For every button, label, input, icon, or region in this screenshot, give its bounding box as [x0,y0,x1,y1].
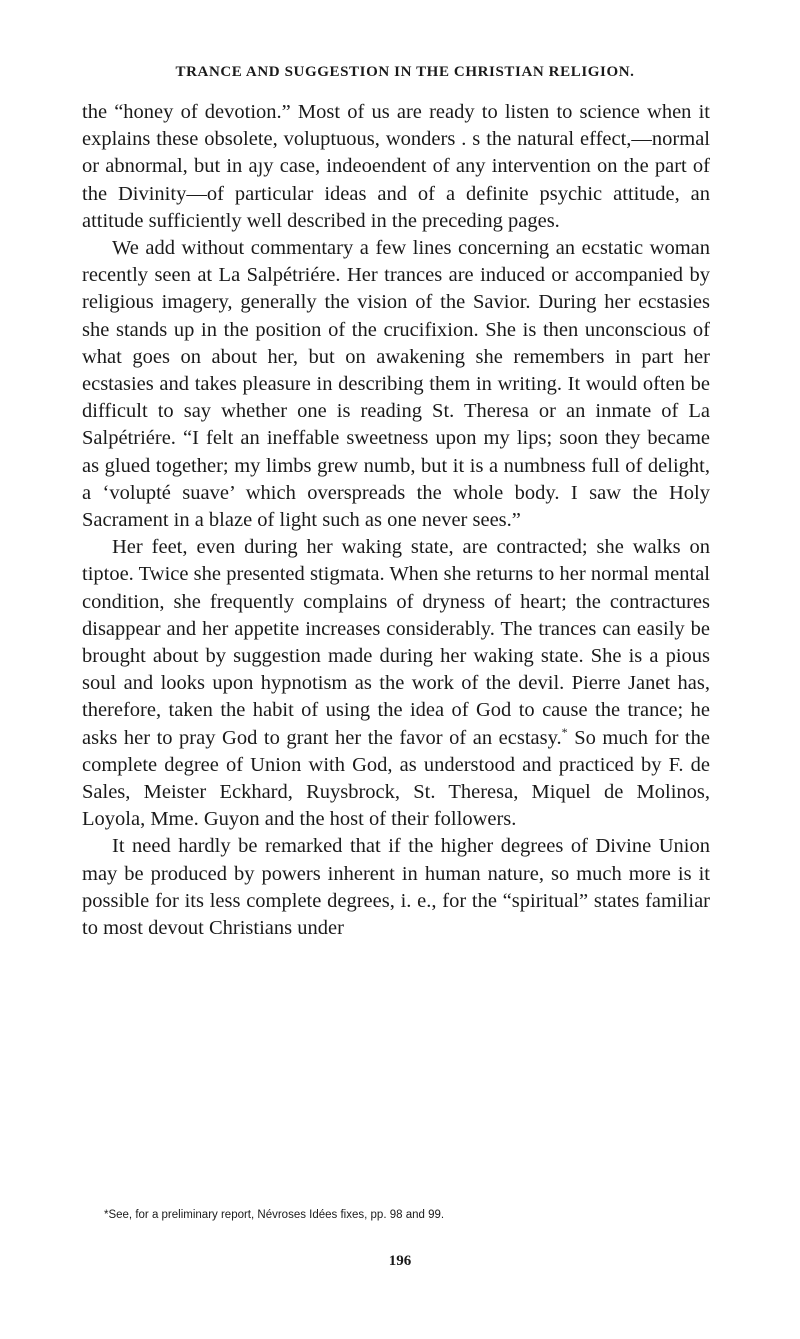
page-number: 196 [388,1253,412,1269]
running-head: TRANCE AND SUGGESTION IN THE CHRISTIAN RELIGION. [175,64,635,80]
paragraph-3-text: Her feet, even during her waking state, are contracted; she walks on tiptoe. Twice she presented stigmata. When she returns to her normal mental condition, she frequently complains of dryness of heart; the contractures disappear and her appetite increases considerably. The trances can easily be brought about by suggestion made during her waking state. She is a pious soul and looks upon hypnotism as the work of the devil. Pierre Janet has, therefore, taken the habit of using the idea of God to cause the trance; he asks her to pray God to grant her the favor of an ecstasy. [82,536,710,749]
body-text [82,99,710,942]
footnote: *See, for a preliminary report, Névroses Idées fixes, pp. 98 and 99. [104,1209,445,1221]
paragraph-3 [82,534,710,833]
footnote-marker: * [561,724,568,739]
paragraph-3-continuation: So much for the complete degree of Union with God, as understood and practiced by F. de Sales, Meister Eckhard, Ruysbrock, St. Theresa, Miquel de Molinos, Loyola, Mme. Guyon and the host of their followers. [82,726,710,831]
paragraph-1: the “honey of devotion.” Most of us are ready to listen to science when it explains these obsolete, voluptuous, wonders . s the natural effect,—normal or abnormal, but in aȷy case, indeoendent of any intervention on the part of the Divinity—of particular ideas and of a definite psychic attitude, an attitude sufficiently well described in the preceding pages. [82,101,710,232]
paragraph-4: It need hardly be remarked that if the higher degrees of Divine Union may be produced by powers inherent in human nature, so much more is it possible for its less complete degrees, i. e., for the “spiritual” states familiar to most devout Christians under [82,835,710,940]
paragraph-2: We add without commentary a few lines concerning an ecstatic woman recently seen at La Salpétriére. Her trances are induced or accompanied by religious imagery, generally the vision of the Savior. During her ecstasies she stands up in the position of the crucifixion. She is then unconscious of what goes on about her, but on awakening she remembers in part her ecstasies and takes pleasure in describing them in writing. It would often be difficult to say whether one is reading St. Theresa or an inmate of La Salpétriére. “I felt an ineffable sweetness upon my lips; soon they became as glued together; my limbs grew numb, but it is a numbness full of delight, a ‘volupté suave’ which overspreads the whole body. I saw the Holy Sacrament in a blaze of light such as one never sees.” [82,237,710,532]
